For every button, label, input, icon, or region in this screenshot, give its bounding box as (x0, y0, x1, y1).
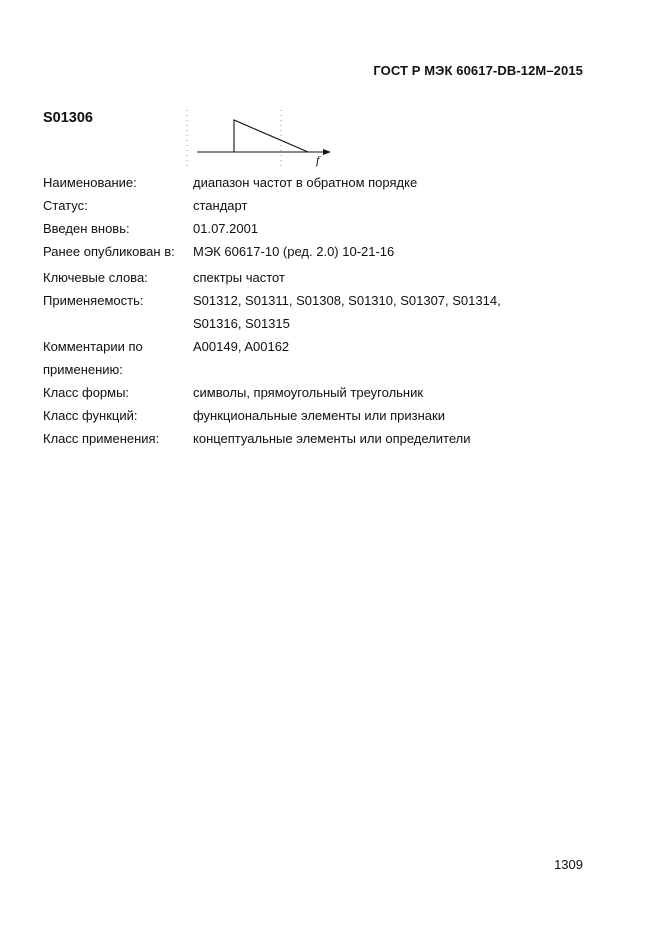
field-value: МЭК 60617-10 (ред. 2.0) 10-21-16 (193, 244, 395, 259)
symbol-attributes (43, 171, 543, 450)
frequency-spectrum-inverted-triangle-icon (183, 106, 343, 172)
field-label-line: Комментарии по (43, 339, 143, 354)
field-value-line: S01312, S01311, S01308, S01310, S01307, S01314, (193, 293, 501, 308)
field-application-class (43, 427, 543, 450)
field-application-notes (43, 335, 543, 381)
field-introduced (43, 217, 543, 240)
field-function-class (43, 404, 543, 427)
field-value: функциональные элементы или признаки (193, 408, 445, 423)
field-value: 01.07.2001 (193, 221, 259, 236)
field-previously-published (43, 240, 543, 263)
field-applicability (43, 289, 543, 335)
field-label: Ключевые слова: (43, 270, 148, 285)
axis-arrowhead (323, 149, 331, 155)
axis-label-f: f (316, 153, 320, 167)
field-label-line: применению: (43, 362, 123, 377)
field-value-line: S01316, S01315 (193, 316, 290, 331)
field-value: концептуальные элементы или определители (193, 431, 471, 446)
document-header: ГОСТ Р МЭК 60617-DB-12M–2015 (373, 63, 583, 78)
field-status (43, 194, 543, 217)
field-name (43, 171, 543, 194)
field-label (43, 335, 193, 381)
field-label: Применяемость: (43, 293, 144, 308)
field-value: символы, прямоугольный треугольник (193, 385, 424, 400)
field-label: Наименование: (43, 175, 137, 190)
field-label: Класс применения: (43, 431, 160, 446)
field-keywords (43, 266, 543, 289)
field-label: Класс функций: (43, 408, 138, 423)
field-label: Статус: (43, 198, 88, 213)
field-label: Введен вновь: (43, 221, 130, 236)
field-value: спектры частот (193, 270, 285, 285)
field-label: Ранее опубликован в: (43, 244, 175, 259)
field-value: A00149, A00162 (193, 339, 290, 354)
spectrum-triangle (234, 120, 308, 152)
page-number: 1309 (554, 857, 583, 872)
field-label: Класс формы: (43, 385, 130, 400)
field-shape-class (43, 381, 543, 404)
symbol-code: S01306 (43, 110, 93, 126)
field-value: стандарт (193, 198, 248, 213)
field-value: диапазон частот в обратном порядке (193, 175, 418, 190)
field-value (193, 289, 543, 335)
